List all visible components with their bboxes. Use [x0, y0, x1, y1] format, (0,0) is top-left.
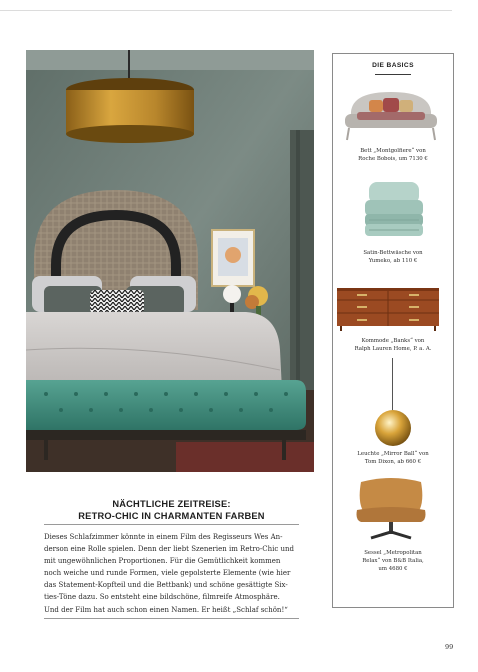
- basics-sidebar: [332, 53, 454, 608]
- top-rule: [0, 10, 452, 11]
- page-number: 99: [445, 643, 454, 651]
- article-headline: [44, 498, 299, 522]
- headline-line-2: RETRO-CHIC IN CHARMANTEN FARBEN: [78, 511, 265, 521]
- bedding-icon: [361, 178, 427, 244]
- product-caption-bed: Bett „Montgolfiere“ von Roche Bobois, um 7130 €: [358, 148, 428, 163]
- body-bottom-rule: [44, 618, 299, 619]
- body-line: das Statement-Kopfteil und die Bettbank) und schöne gesättigte Six-: [44, 581, 288, 590]
- body-line: derson eine Rolle spielen. Denn der liebt Szenerien im Retro-Chic und: [44, 545, 294, 554]
- body-line: Dieses Schlafzimmer könnte in einem Film des Regisseurs Wes An-: [44, 533, 283, 541]
- product-caption-bedding: Satin-Bettwäsche von Yumeko, ab 110 €: [363, 250, 423, 265]
- body-line: Und der Film hat auch schon einen Namen. Er heißt „Schlaf schön!“: [44, 605, 288, 614]
- headline-rule: [44, 524, 299, 525]
- body-line: ties-Töne dazu. So entsteht eine bildschöne, filmreife Atmosphäre.: [44, 593, 280, 602]
- body-line: mit ungewöhnlichen Proportionen. Für die Gemütlichkeit kommen: [44, 557, 281, 566]
- product-caption-dresser: Kommode „Banks“ von Ralph Lauren Home, P. a. A.: [354, 338, 432, 353]
- headline-line-1: NÄCHTLICHE ZEITREISE:: [112, 499, 231, 509]
- pendant-lamp-icon: [373, 358, 413, 448]
- body-line: noch weiche und runde Formen, viele gepolsterte Elemente (wie hier: [44, 569, 291, 578]
- lounge-chair-icon: [351, 474, 431, 544]
- product-caption-lamp: Leuchte „Mirror Ball“ von Tom Dixon, ab 660 €: [357, 451, 429, 466]
- product-caption-chair: Sessel „Metropolitan Relax“ von B&B Italia, um 4680 €: [362, 550, 424, 573]
- sidebar-title-rule: [375, 74, 411, 75]
- bed-icon: [339, 86, 443, 142]
- article-body: [44, 531, 302, 616]
- dresser-icon: [335, 286, 441, 332]
- bedroom-photo: [26, 50, 314, 472]
- sidebar-title: DIE BASICS: [372, 62, 414, 69]
